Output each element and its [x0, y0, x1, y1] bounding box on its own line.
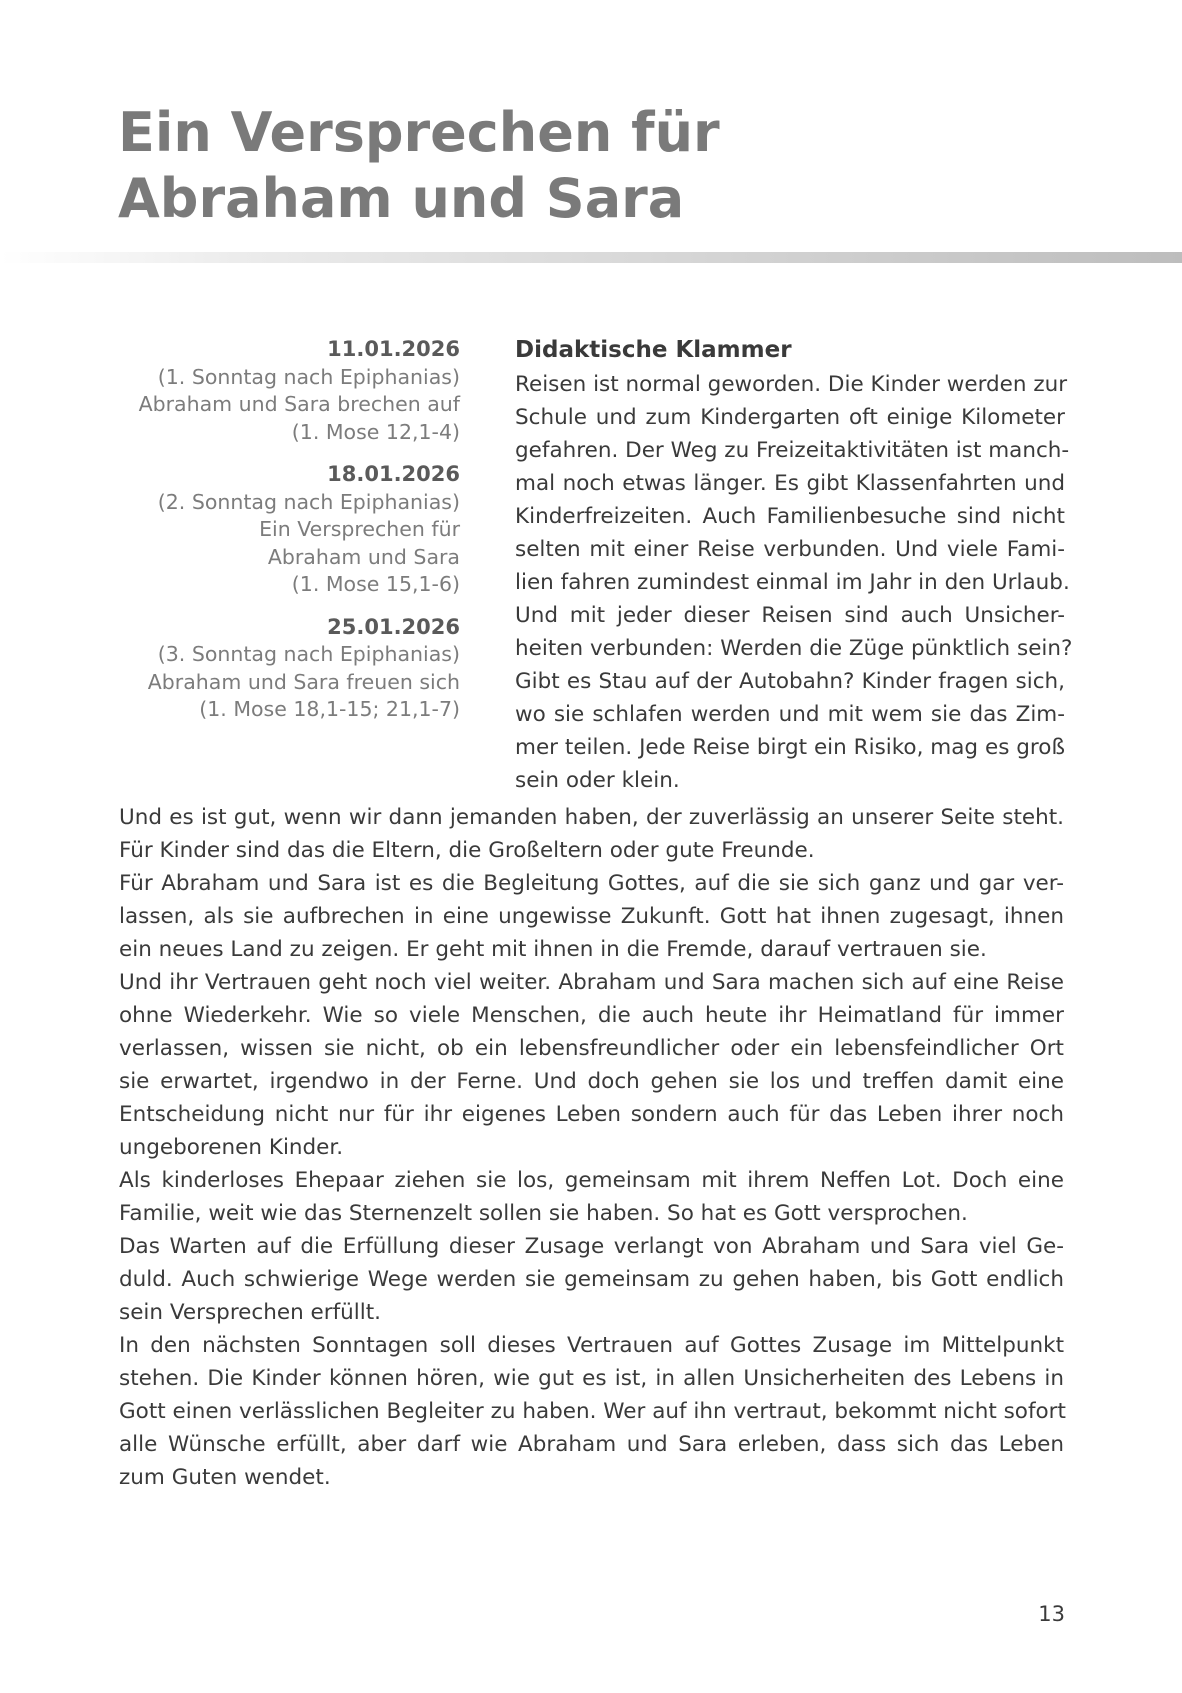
sunday-date: 25.01.2026 [327, 614, 460, 639]
text-line: duld. Auch schwierige Wege werden sie gemeinsam zu gehen haben, bis Gott endlich [119, 1267, 1064, 1292]
text-line: gefahren. Der Weg zu Freizeitaktivitäten ist manch- [515, 438, 1070, 463]
text-line: zum Guten wendet. [119, 1465, 331, 1490]
sunday-entry [120, 461, 460, 599]
section-heading: Didaktische Klammer [515, 337, 792, 363]
text-line: In den nächsten Sonntagen soll dieses Vertrauen auf Gottes Zusage im Mittelpunkt [119, 1333, 1064, 1358]
page-title-line: Abraham und Sara [118, 167, 685, 230]
paragraph [119, 966, 1064, 1164]
text-line: mer teilen. Jede Reise birgt ein Risiko, mag es groß [515, 735, 1065, 760]
text-line: ohne Wiederkehr. Wie so viele Menschen, die auch heute ihr Heimatland für immer [119, 1003, 1064, 1028]
session-title: Abraham und Sara brechen auf [138, 392, 460, 416]
paragraph [119, 801, 1064, 867]
text-line: Familie, weit wie das Sternenzelt sollen sie haben. So hat es Gott versprochen. [119, 1201, 968, 1226]
text-line: Gibt es Stau auf der Autobahn? Kinder fragen sich, [515, 669, 1065, 694]
sunday-entry [120, 614, 460, 724]
text-line: Für Kinder sind das die Eltern, die Großeltern oder gute Freunde. [119, 838, 815, 863]
sunday-date: 18.01.2026 [327, 462, 460, 486]
text-line: Entscheidung nicht nur für ihr eigenes Leben sondern auch für das Leben ihrer noch [119, 1102, 1064, 1127]
intro-paragraph [515, 368, 1073, 797]
text-line: lien fahren zumindest einmal im Jahr in den Urlaub. [515, 570, 1070, 595]
text-line: Gott einen verlässlichen Begleiter zu haben. Wer auf ihn vertraut, bekommt nicht sofort [119, 1399, 1066, 1424]
session-title: Ein Versprechen für [259, 517, 460, 541]
text-line: Schule und zum Kindergarten oft einige Kilometer [515, 405, 1065, 430]
sunday-name: (1. Sonntag nach Epiphanias) [157, 364, 460, 389]
page-title-line: Ein Versprechen für [118, 101, 720, 164]
text-line: verlassen, wissen sie nicht, ob ein lebensfreundlicher oder ein lebensfeindlicher Ort [119, 1036, 1064, 1061]
text-line: Das Warten auf die Erfüllung dieser Zusage verlangt von Abraham und Sara viel Ge- [119, 1234, 1064, 1259]
text-line: wo sie schlafen werden und mit wem sie das Zim- [515, 702, 1065, 727]
sunday-date: 11.01.2026 [327, 337, 460, 361]
sunday-name: (3. Sonntag nach Epiphanias) [157, 642, 460, 666]
body-text [119, 801, 1064, 1494]
paragraph [119, 1329, 1064, 1494]
text-line: sein oder klein. [515, 768, 680, 793]
text-line: Reisen ist normal geworden. Die Kinder werden zur [515, 372, 1068, 397]
bible-reference: (1. Mose 18,1-15; 21,1-7) [199, 697, 460, 721]
text-line: ein neues Land zu zeigen. Er geht mit ihnen in die Fremde, darauf vertrauen sie. [119, 937, 987, 962]
sunday-name: (2. Sonntag nach Epiphanias) [157, 489, 460, 514]
date-sidebar [120, 336, 460, 739]
text-line: mal noch etwas länger. Es gibt Klassenfahrten und [515, 471, 1065, 496]
text-line: Kinderfreizeiten. Auch Familienbesuche sind nicht [515, 504, 1065, 529]
title-divider [0, 252, 1182, 263]
page-number: 13 [1038, 1602, 1065, 1626]
text-line: Für Abraham und Sara ist es die Begleitung Gottes, auf die sie sich ganz und gar ver- [119, 871, 1064, 896]
text-line: Und mit jeder dieser Reisen sind auch Unsicher- [515, 603, 1065, 628]
text-line: stehen. Die Kinder können hören, wie gut es ist, in allen Unsicherheiten des Lebens in [119, 1366, 1064, 1391]
text-line: lassen, als sie aufbrechen in eine ungewisse Zukunft. Gott hat ihnen zugesagt, ihnen [119, 904, 1064, 929]
sunday-entry [120, 336, 460, 446]
text-line: selten mit einer Reise verbunden. Und viele Fami- [515, 537, 1065, 562]
text-line: Und ihr Vertrauen geht noch viel weiter. Abraham und Sara machen sich auf eine Reise [119, 970, 1064, 995]
text-line: alle Wünsche erfüllt, aber darf wie Abraham und Sara erleben, dass sich das Leben [119, 1432, 1064, 1457]
bible-reference: (1. Mose 15,1-6) [291, 572, 460, 596]
paragraph [119, 1164, 1064, 1230]
session-title: Abraham und Sara [267, 544, 460, 569]
text-line: sie erwartet, irgendwo in der Ferne. Und doch gehen sie los und treffen damit eine [119, 1069, 1064, 1094]
bible-reference: (1. Mose 12,1-4) [291, 419, 460, 444]
session-title: Abraham und Sara freuen sich [147, 669, 460, 694]
paragraph [119, 1230, 1064, 1329]
text-line: Und es ist gut, wenn wir dann jemanden haben, der zuverlässig an unserer Seite steht. [119, 805, 1064, 830]
text-line: Als kinderloses Ehepaar ziehen sie los, gemeinsam mit ihrem Neffen Lot. Doch eine [119, 1168, 1064, 1193]
text-line: ungeborenen Kinder. [119, 1135, 344, 1160]
paragraph [119, 867, 1064, 966]
text-line: heiten verbunden: Werden die Züge pünktlich sein? [515, 636, 1073, 661]
page-title [118, 100, 720, 232]
text-line: sein Versprechen erfüllt. [119, 1300, 382, 1325]
